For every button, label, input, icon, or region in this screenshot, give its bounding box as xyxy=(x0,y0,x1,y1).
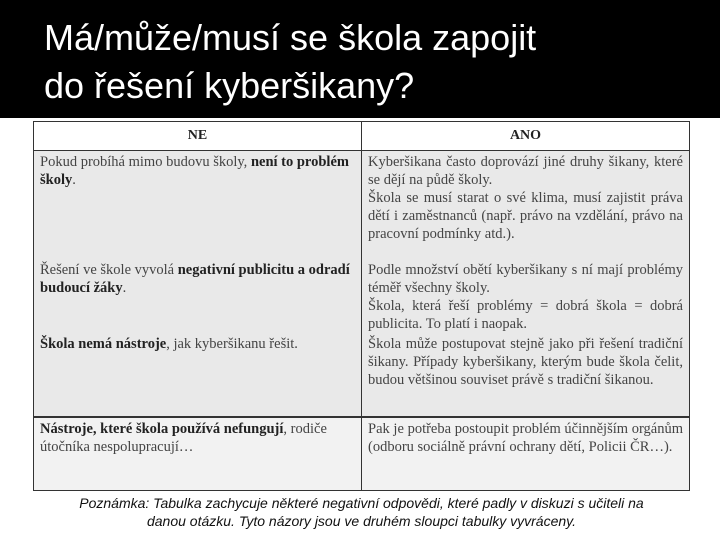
cell-ano xyxy=(362,259,690,333)
footnote-line-1: Poznámka: Tabulka zachycuje některé negativní odpovědi, které padly v diskuzi s učiteli na xyxy=(79,495,644,511)
slide-title-line-1: Má/může/musí se škola zapojit xyxy=(44,17,537,58)
cell-ne-text: Řešení ve škole vyvolá xyxy=(40,261,178,278)
table-row xyxy=(34,151,690,259)
header-ne: NE xyxy=(34,122,362,151)
cell-ano-paragraph: Pak je potřeba postoupit problém účinnějším orgánům (odboru sociálně právní ochrany dětí, Policii ČR…). xyxy=(368,420,683,455)
cell-ano xyxy=(362,417,690,491)
cell-ano-paragraph: Škola se musí starat o své klima, musí zajistit práva dětí i zaměstnanců (např. právo na vzdělání, právo na pracovní podmínky atd.). xyxy=(368,190,683,242)
table-row xyxy=(34,259,690,333)
cell-ne-text: , jak kyberšikanu řešit. xyxy=(166,335,298,352)
footnote-line-2: danou otázku. Tyto názory jsou ve druhém sloupci tabulky vyvráceny. xyxy=(146,513,577,529)
arguments-table xyxy=(33,121,690,491)
cell-ne-text: . xyxy=(122,279,127,296)
cell-ne-text: , rodiče útočníka nespolupracují… xyxy=(40,420,327,455)
cell-ne xyxy=(34,259,362,333)
cell-ne-text: Nástroje, které škola používá nefungují xyxy=(40,420,284,437)
slide-title xyxy=(44,14,704,110)
table-header-row xyxy=(34,122,690,151)
table-row xyxy=(34,417,690,491)
title-bar xyxy=(0,0,720,118)
cell-ne-text: . xyxy=(72,172,76,188)
table-row xyxy=(34,333,690,417)
cell-ne-text: Pokud probíhá mimo budovu školy, xyxy=(40,154,251,170)
cell-ano-paragraph: Kyberšikana často doprovází jiné druhy šikany, které se dějí na půdě školy. xyxy=(368,154,683,188)
header-ano: ANO xyxy=(362,122,690,151)
cell-ano-paragraph: Škola může postupovat stejně jako při řešení tradiční šikany. Případy kyberšikany, kterým bude škola čelit, budou většinou souviset právě s tradiční šikanou. xyxy=(368,335,683,388)
cell-ano xyxy=(362,333,690,417)
slide-title-line-2: do řešení kyberšikany? xyxy=(44,65,415,106)
cell-ne-text: Škola nemá nástroje xyxy=(40,335,167,352)
cell-ne-text: není to problém školy xyxy=(40,154,349,188)
cell-ne xyxy=(34,151,362,259)
cell-ano xyxy=(362,151,690,259)
table-body xyxy=(34,151,690,491)
cell-ne-text: negativní publicitu a odradí budoucí žáky xyxy=(40,261,350,296)
footnote xyxy=(33,494,690,530)
cell-ano-paragraph: Škola, která řeší problémy = dobrá škola = dobrá publicita. To platí i naopak. xyxy=(368,297,683,332)
cell-ne xyxy=(34,333,362,417)
cell-ano-paragraph: Podle množství obětí kyberšikany s ní mají problémy téměř všechny školy. xyxy=(368,261,683,296)
cell-ne xyxy=(34,417,362,491)
